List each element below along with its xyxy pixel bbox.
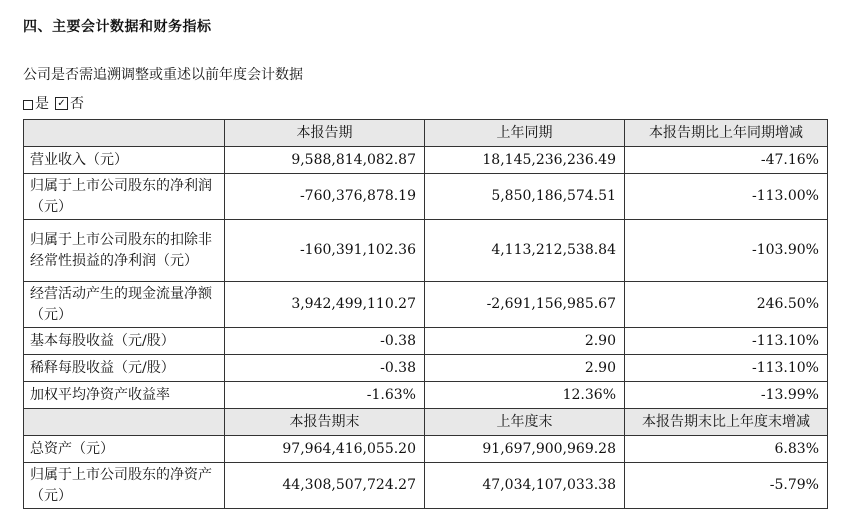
table-row (24, 174, 828, 220)
table-row (24, 147, 828, 174)
table-header-row (24, 120, 828, 147)
table-row (24, 282, 828, 328)
change-value: 246.50% (625, 282, 828, 328)
checked-box-icon: ✓ (55, 97, 68, 110)
row-label: 归属于上市公司股东的净利润（元） (24, 174, 225, 220)
unchecked-box-icon (23, 100, 33, 110)
current-value: 44,308,507,724.27 (225, 463, 425, 509)
change-value: -5.79% (625, 463, 828, 509)
restatement-choices (23, 93, 84, 113)
table-row (24, 355, 828, 382)
prior-value: 4,113,212,538.84 (425, 220, 625, 282)
current-value: -760,376,878.19 (225, 174, 425, 220)
header-cell (24, 120, 225, 147)
current-value: 97,964,416,055.20 (225, 436, 425, 463)
change-value: -47.16% (625, 147, 828, 174)
current-value: 9,588,814,082.87 (225, 147, 425, 174)
current-value: 3,942,499,110.27 (225, 282, 425, 328)
row-label: 稀释每股收益（元/股） (24, 355, 225, 382)
current-value: -0.38 (225, 355, 425, 382)
prior-value: 18,145,236,236.49 (425, 147, 625, 174)
row-label: 营业收入（元） (24, 147, 225, 174)
table-row (24, 328, 828, 355)
change-value: -13.99% (625, 382, 828, 409)
header-cell: 本报告期 (225, 120, 425, 147)
change-value: -103.90% (625, 220, 828, 282)
table-row (24, 220, 828, 282)
row-label: 基本每股收益（元/股） (24, 328, 225, 355)
row-label: 加权平均净资产收益率 (24, 382, 225, 409)
prior-value: 47,034,107,033.38 (425, 463, 625, 509)
prior-value: 2.90 (425, 328, 625, 355)
section-title: 四、主要会计数据和财务指标 (23, 19, 212, 35)
change-value: -113.10% (625, 355, 828, 382)
prior-value: -2,691,156,985.67 (425, 282, 625, 328)
header-cell: 本报告期比上年同期增减 (625, 120, 828, 147)
row-label: 归属于上市公司股东的净资产（元） (24, 463, 225, 509)
table-header-row (24, 409, 828, 436)
choice-yes-label: 是 (35, 96, 49, 112)
header-cell (24, 409, 225, 436)
table-row (24, 382, 828, 409)
choice-no-label: 否 (70, 96, 84, 112)
row-label: 经营活动产生的现金流量净额（元） (24, 282, 225, 328)
restatement-question: 公司是否需追溯调整或重述以前年度会计数据 (23, 67, 303, 83)
prior-value: 91,697,900,969.28 (425, 436, 625, 463)
row-label: 归属于上市公司股东的扣除非经常性损益的净利润（元） (24, 220, 225, 282)
header-cell: 本报告期末 (225, 409, 425, 436)
prior-value: 5,850,186,574.51 (425, 174, 625, 220)
financial-indicators-table (23, 119, 828, 509)
prior-value: 12.36% (425, 382, 625, 409)
current-value: -1.63% (225, 382, 425, 409)
prior-value: 2.90 (425, 355, 625, 382)
table-row (24, 436, 828, 463)
change-value: -113.00% (625, 174, 828, 220)
change-value: 6.83% (625, 436, 828, 463)
header-cell: 本报告期末比上年度末增减 (625, 409, 828, 436)
row-label: 总资产（元） (24, 436, 225, 463)
change-value: -113.10% (625, 328, 828, 355)
table-row (24, 463, 828, 509)
header-cell: 上年度末 (425, 409, 625, 436)
header-cell: 上年同期 (425, 120, 625, 147)
current-value: -0.38 (225, 328, 425, 355)
current-value: -160,391,102.36 (225, 220, 425, 282)
